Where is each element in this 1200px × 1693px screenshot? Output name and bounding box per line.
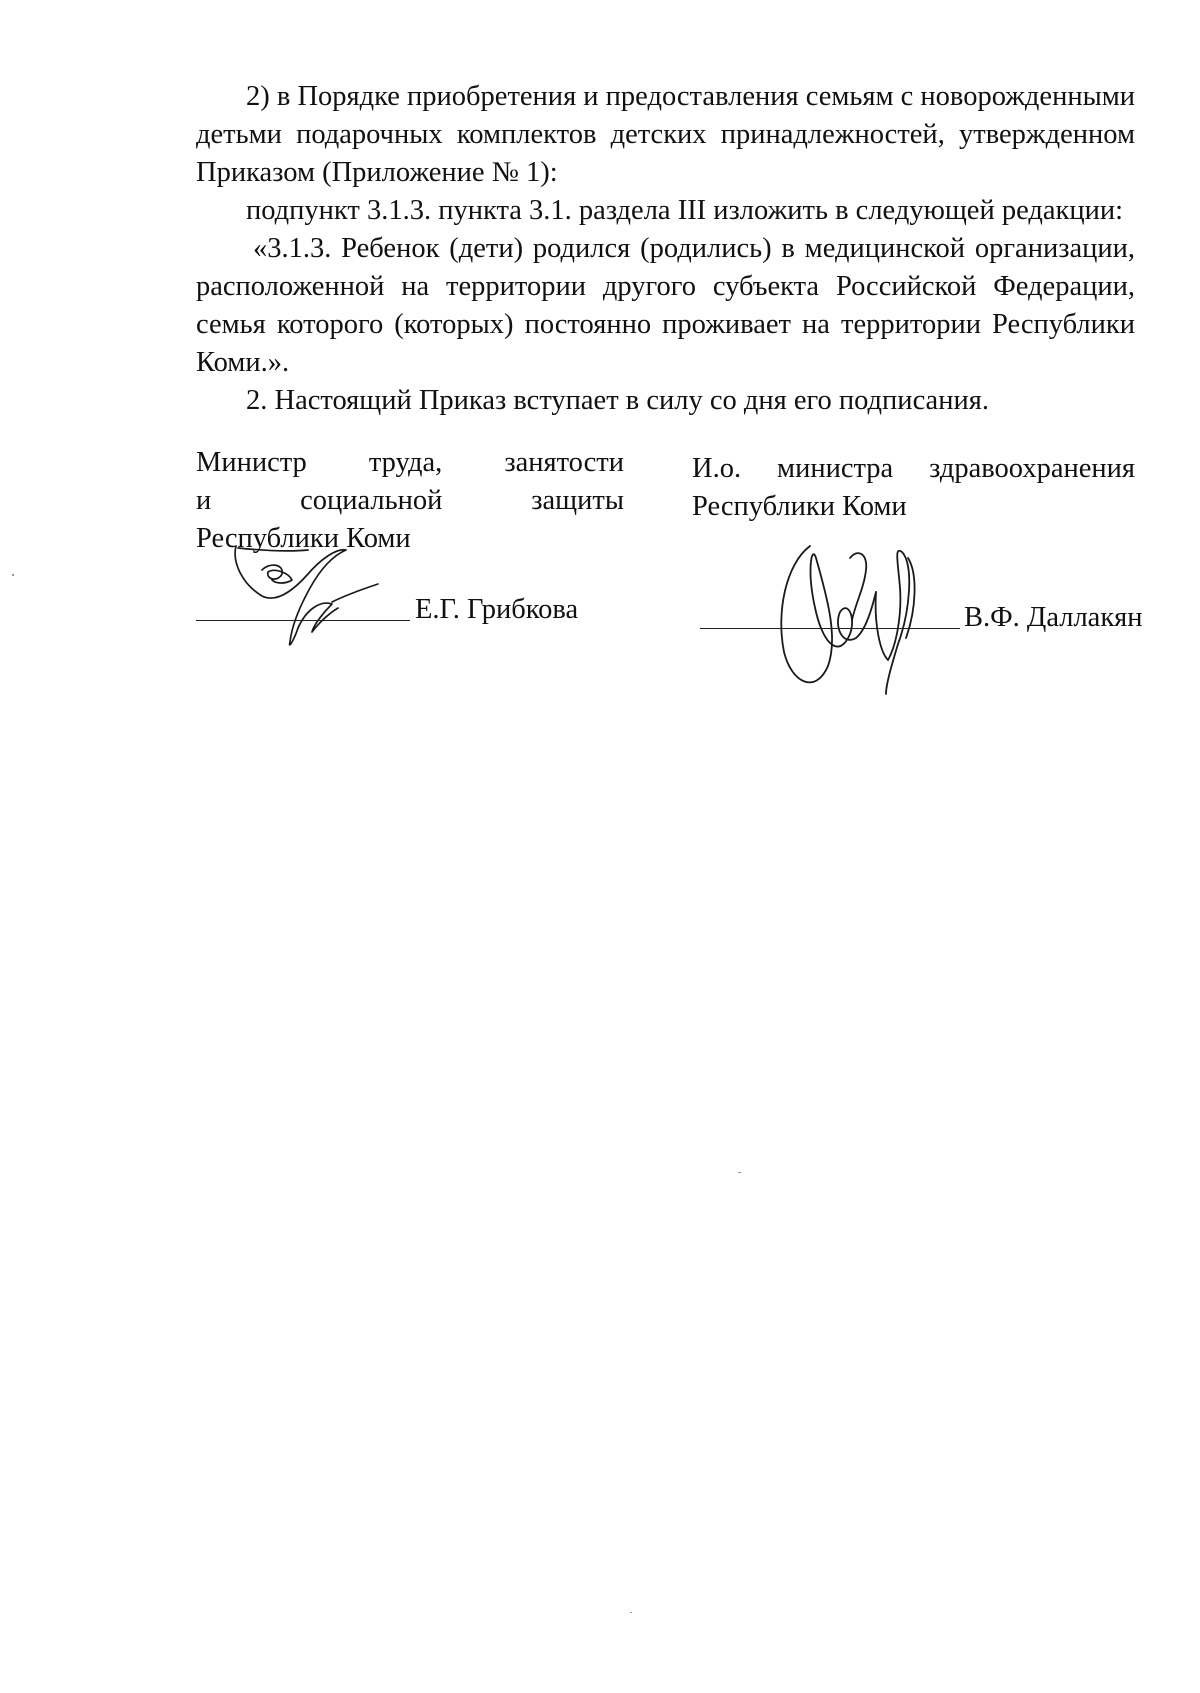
scan-speck — [738, 1172, 741, 1173]
left-signatory-name: Е.Г. Грибкова — [415, 594, 579, 625]
right-title-line: Республики Коми — [692, 491, 907, 522]
left-signature-line — [196, 620, 410, 621]
paragraph-new-wording: «3.1.3. Ребенок (дети) родился (родились) в медицинской организации, расположенной на территории другого субъекта Российской Федерации, семья которого (которых) постоянно проживает на территории Республики Коми.». — [196, 233, 1135, 378]
left-title-line: и социальной защиты — [196, 485, 624, 516]
paragraph-amendment-intro: 2) в Порядке приобретения и предоставления семьям с новорожденными детьми подарочных комплектов детских принадлежностей, утвержденном Приказом (Приложение № 1): — [196, 81, 1136, 188]
paragraph-effective-date: 2. Настоящий Приказ вступает в силу со дня его подписания. — [246, 385, 989, 416]
right-title-line: И.о. министра здравоохранения — [692, 453, 1135, 484]
left-handwritten-signature — [228, 540, 388, 650]
right-handwritten-signature — [776, 534, 976, 694]
amendment-text — [196, 78, 1135, 420]
paragraph-subclause-instruction: подпункт 3.1.3. пункта 3.1. раздела III изложить в следующей редакции: — [246, 195, 1124, 226]
right-signatory-title — [692, 450, 1135, 526]
scan-speck — [12, 574, 14, 576]
left-title-line: Республики Коми — [196, 523, 411, 554]
left-title-line: Министр труда, занятости — [196, 447, 624, 478]
right-signature-line — [700, 628, 960, 629]
scan-speck — [630, 1612, 632, 1613]
right-signatory-name: В.Ф. Даллакян — [964, 602, 1143, 633]
